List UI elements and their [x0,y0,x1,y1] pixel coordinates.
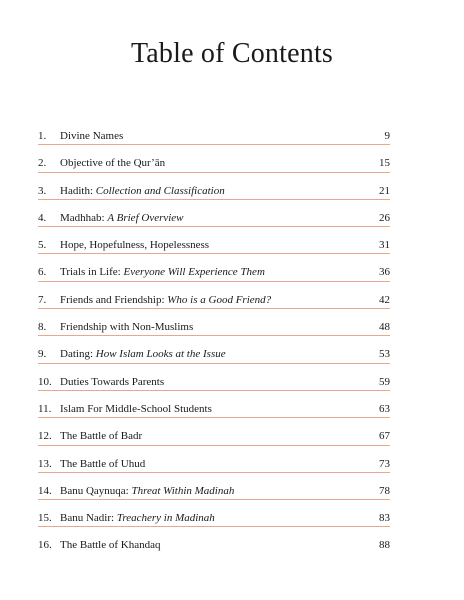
toc-entry-page: 83 [379,512,390,525]
toc-entry-title [60,212,184,224]
toc-entry-number: 16. [38,539,52,552]
toc-entry-subtitle: How Islam Looks at the Issue [95,348,226,361]
toc-entry-page: 63 [379,402,390,415]
toc-entry-title [60,485,234,497]
toc-entry[interactable] [38,151,390,178]
toc-entry-main-title: Banu Nadir: [60,512,117,525]
toc-entry[interactable] [38,452,390,479]
toc-entry-title [60,376,164,388]
toc-entry-main-title: Trials in Life: [60,266,124,279]
toc-entry-main-title: Friendship with Non-Muslims [60,321,194,334]
toc-entry-page: 53 [379,348,390,361]
toc-entry-number: 9. [38,348,47,361]
toc-entry[interactable] [38,233,390,260]
toc-entry-main-title: The Battle of Uhud [60,457,146,470]
toc-entry-main-title: Banu Qaynuqa: [60,484,132,497]
toc-entry-main-title: Friends and Friendship: [60,293,168,306]
toc-entry[interactable] [38,479,390,506]
toc-entry-number: 5. [38,239,47,252]
toc-entry-page: 31 [379,239,390,252]
toc-entry-page: 67 [379,430,390,443]
toc-entry-number: 7. [38,293,47,306]
toc-entry-title [60,403,212,415]
toc-entry-number: 15. [38,512,52,525]
toc-entry-page: 26 [379,211,390,224]
toc-entry-title [60,430,142,442]
toc-entry[interactable] [38,288,390,315]
toc-entry-main-title: Dating: [60,348,96,361]
toc-entry-number: 13. [38,457,52,470]
toc-entry-page: 42 [379,293,390,306]
toc-entry[interactable] [38,260,390,287]
toc-entry-main-title: Objective of the Qur’ān [60,157,166,170]
toc-entry-subtitle: Who is a Good Friend? [167,293,272,306]
toc-entry-main-title: The Battle of Badr [60,430,143,443]
toc-entry-number: 3. [38,184,47,197]
toc-entry-title [60,539,161,551]
toc-entry-page: 78 [379,484,390,497]
toc-entry[interactable] [38,370,390,397]
toc-entry[interactable] [38,179,390,206]
toc-entry-subtitle: A Brief Overview [107,211,184,224]
toc-entry[interactable] [38,342,390,369]
toc-entry-subtitle: Threat Within Madinah [131,484,235,497]
toc-entry[interactable] [38,206,390,233]
toc-entry-number: 8. [38,321,47,334]
toc-entry-number: 11. [38,402,52,415]
toc-entry-page: 21 [379,184,390,197]
toc-entry-subtitle: Collection and Classification [95,184,225,197]
toc-entry-main-title: Islam For Middle-School Students [60,402,212,415]
toc-entry[interactable] [38,533,390,560]
toc-entry-page: 48 [379,321,390,334]
toc-entry-title [60,294,271,306]
toc-entry-number: 2. [38,157,47,170]
toc-entry-page: 15 [379,157,390,170]
toc-entry-title [60,185,225,197]
toc-list [38,124,390,561]
toc-entry-title [60,157,165,169]
toc-entry-title [60,266,265,278]
toc-entry-number: 1. [38,130,47,142]
toc-entry-number: 12. [38,430,52,443]
toc-entry-main-title: Madhhab: [60,211,108,224]
toc-entry-subtitle: Everyone Will Experience Them [123,266,265,279]
toc-entry-main-title: Hadith: [60,184,96,197]
toc-entry-page: 59 [379,375,390,388]
toc-entry-number: 6. [38,266,47,279]
toc-entry-title [60,130,123,142]
toc-entry-page: 73 [379,457,390,470]
toc-entry-main-title: The Battle of Khandaq [60,539,161,552]
toc-entry-number: 14. [38,484,52,497]
toc-entry-main-title: Duties Towards Parents [60,375,165,388]
toc-entry-page: 36 [379,266,390,279]
toc-entry-number: 10. [38,375,52,388]
toc-entry-title [60,512,215,524]
toc-entry[interactable] [38,124,390,151]
toc-entry-number: 4. [38,211,47,224]
toc-entry-title [60,239,209,251]
toc-entry[interactable] [38,506,390,533]
toc-entry[interactable] [38,424,390,451]
toc-entry[interactable] [38,397,390,424]
toc-entry-main-title: Hope, Hopefulness, Hopelessness [60,239,210,252]
toc-entry-main-title: Divine Names [60,130,124,142]
toc-entry-subtitle: Treachery in Madinah [116,512,215,525]
toc-entry[interactable] [38,315,390,342]
toc-entry-page: 88 [379,539,390,552]
toc-entry-title [60,348,226,360]
page-title: Table of Contents [130,38,334,69]
toc-entry-page: 9 [384,130,390,142]
toc-entry-title [60,458,145,470]
toc-entry-title [60,321,193,333]
